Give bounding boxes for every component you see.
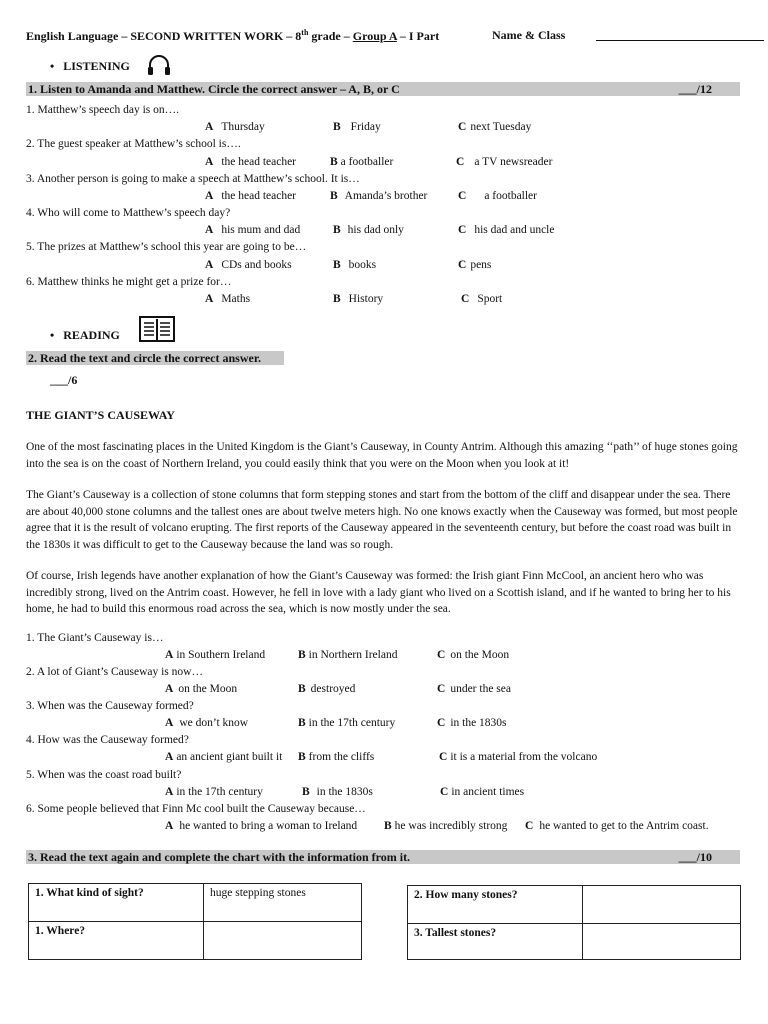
question-text: 1. Matthew’s speech day is on…. — [26, 104, 179, 116]
option-letter: B — [333, 293, 341, 305]
answer-option-c[interactable] — [440, 786, 524, 798]
option-letter: C — [525, 820, 534, 832]
answer-option-c[interactable] — [461, 293, 502, 305]
task-1-instruction: 1. Listen to Amanda and Matthew. Circle the correct answer – A, B, or C — [28, 82, 400, 96]
option-text: on the Moon — [450, 649, 510, 661]
option-text: History — [348, 293, 384, 305]
answer-option-b[interactable] — [333, 259, 376, 271]
answer-option-a[interactable] — [205, 224, 300, 236]
option-letter: B — [330, 190, 338, 202]
task-3-score: ___/10 — [678, 850, 712, 864]
answer-option-b[interactable] — [333, 293, 383, 305]
answer-option-c[interactable] — [439, 751, 597, 763]
option-letter: A — [165, 717, 174, 729]
option-text: in ancient times — [451, 786, 525, 798]
option-text: from the cliffs — [308, 751, 375, 763]
task-2-instruction: 2. Read the text and circle the correct answer. — [28, 351, 262, 365]
listening-heading: • LISTENING — [50, 59, 130, 73]
answer-option-a[interactable] — [205, 156, 296, 168]
answer-option-c[interactable] — [437, 717, 507, 729]
option-text: in the 1830s — [450, 717, 507, 729]
option-letter: A — [165, 649, 174, 661]
answer-option-b[interactable] — [384, 820, 507, 832]
option-letter: C — [461, 293, 470, 305]
option-text: it is a material from the volcano — [450, 751, 598, 763]
option-text: next Tuesday — [470, 121, 532, 133]
option-text: in Northern Ireland — [308, 649, 398, 661]
answer-option-a[interactable] — [205, 293, 250, 305]
task-2-band — [26, 351, 284, 365]
option-letter: A — [205, 121, 214, 133]
reading-paragraph-1: One of the most fascinating places in the United Kingdom is the Giant’s Causeway, in County Antrim. Although this amazing ‘‘path’’ of huge stones going into the sea is on the coast of Northern Ireland, you could easily think that you were on the Moon when you look at it! — [26, 441, 738, 470]
answer-option-b[interactable] — [298, 717, 395, 729]
option-text: pens — [470, 259, 492, 271]
answer-option-c[interactable] — [525, 820, 709, 832]
question-text: 6. Some people believed that Finn Mc cool built the Causeway because… — [26, 803, 366, 815]
chart-label-tallest: 3. Tallest stones? — [408, 924, 583, 960]
name-class-label: Name & Class — [492, 28, 566, 42]
answer-option-a[interactable] — [165, 786, 263, 798]
question-text: 5. The prizes at Matthew’s school this year are going to be… — [26, 241, 307, 253]
option-letter: B — [298, 649, 306, 661]
option-letter: B — [302, 786, 310, 798]
option-letter: C — [458, 121, 467, 133]
header-title: English Language – SECOND WRITTEN WORK – 8th grade – Group A – I Part — [26, 28, 440, 43]
answer-option-a[interactable] — [165, 717, 248, 729]
option-letter: A — [165, 820, 174, 832]
option-text: his dad and uncle — [474, 224, 555, 236]
question-text: 2. A lot of Giant’s Causeway is now… — [26, 666, 203, 678]
option-text: destroyed — [310, 683, 356, 695]
answer-option-a[interactable] — [165, 683, 237, 695]
answer-option-a[interactable] — [205, 121, 265, 133]
option-text: he wanted to get to the Antrim coast. — [539, 820, 709, 832]
option-letter: B — [384, 820, 392, 832]
option-letter: B — [333, 121, 341, 133]
option-text: in Southern Ireland — [176, 649, 266, 661]
question-text: 3. When was the Causeway formed? — [26, 700, 194, 712]
chart-answer-how-many[interactable] — [583, 886, 741, 924]
option-text: the head teacher — [221, 156, 297, 168]
option-text: Thursday — [221, 121, 265, 133]
answer-option-a[interactable] — [165, 649, 265, 661]
option-letter: B — [298, 717, 306, 729]
book-icon — [139, 316, 175, 344]
option-letter: A — [165, 751, 174, 763]
answer-option-c[interactable] — [458, 259, 491, 271]
option-letter: C — [458, 259, 467, 271]
task-3-instruction: 3. Read the text again and complete the chart with the information from it. — [28, 850, 411, 864]
task-1-band — [26, 82, 740, 96]
option-letter: A — [165, 683, 174, 695]
info-chart-left — [28, 883, 362, 960]
task-1-score: ___/12 — [678, 82, 712, 96]
option-letter: C — [456, 156, 465, 168]
question-text: 4. Who will come to Matthew’s speech day? — [26, 207, 231, 219]
option-letter: A — [205, 156, 214, 168]
option-letter: C — [458, 224, 467, 236]
reading-paragraph-2: The Giant’s Causeway is a collection of stone columns that form stepping stones and start from the bottom of the cliff and disappear under the sea. There are about 40,000 stone columns and the tallest ones are about twelve meters high. No one knows exactly when the Causeway was formed, but most people agree that it is the result of volcano erupting. The first reports of the Causeway appeared in the seventeenth century, but before the coast road was built in the 1830s it was difficult to get to the Causeway because the land was so rough. — [26, 489, 738, 551]
option-text: in the 17th century — [176, 786, 263, 798]
option-letter: B — [298, 751, 306, 763]
option-text: a TV newsreader — [474, 156, 553, 168]
answer-option-a[interactable] — [205, 190, 296, 202]
answer-option-b[interactable] — [298, 683, 355, 695]
option-text: in the 1830s — [316, 786, 373, 798]
option-text: a footballer — [484, 190, 537, 202]
option-letter: C — [437, 683, 446, 695]
answer-option-b[interactable] — [333, 224, 404, 236]
answer-option-a[interactable] — [205, 259, 292, 271]
chart-label-where: 1. Where? — [29, 922, 204, 960]
option-text: we don’t know — [179, 717, 249, 729]
reading-title: THE GIANT’S CAUSEWAY — [26, 408, 175, 422]
option-letter: B — [298, 683, 306, 695]
option-letter: B — [330, 156, 338, 168]
option-letter: A — [205, 293, 214, 305]
answer-option-c[interactable] — [437, 649, 509, 661]
option-text: Amanda’s brother — [344, 190, 428, 202]
question-text: 3. Another person is going to make a speech at Matthew’s school. It is… — [26, 173, 360, 185]
option-letter: C — [437, 717, 446, 729]
question-text: 2. The guest speaker at Matthew’s school is…. — [26, 138, 241, 150]
option-text: Sport — [477, 293, 503, 305]
task-2-score: ___/6 — [50, 373, 78, 387]
option-text: the head teacher — [221, 190, 297, 202]
answer-option-a[interactable] — [165, 820, 357, 832]
option-text: on the Moon — [178, 683, 238, 695]
answer-option-a[interactable] — [165, 751, 282, 763]
option-text: under the sea — [450, 683, 511, 695]
option-letter: B — [333, 259, 341, 271]
answer-option-c[interactable] — [456, 156, 552, 168]
option-text: he was incredibly strong — [394, 820, 508, 832]
answer-option-c[interactable] — [458, 190, 537, 202]
option-letter: A — [205, 224, 214, 236]
option-text: Maths — [221, 293, 251, 305]
reading-paragraph-3: Of course, Irish legends have another explanation of how the Giant’s Causeway was formed: the Irish giant Finn McCool, an ancient hero who was incredibly strong, lived on the Antrim coast. However, he fell in love with a lady giant who lived on a Scottish island, and if he wanted to bring her to his home, he had to build this enormous road across the sea, which is now mostly under the sea. — [26, 570, 731, 615]
option-text: Friday — [350, 121, 381, 133]
answer-option-c[interactable] — [437, 683, 511, 695]
chart-answer-tallest[interactable] — [583, 924, 741, 960]
reading-heading: • READING — [50, 328, 120, 342]
chart-answer-sight[interactable]: huge stepping stones — [204, 884, 362, 922]
answer-option-b[interactable] — [298, 751, 374, 763]
answer-option-b[interactable] — [302, 786, 373, 798]
chart-answer-where[interactable] — [204, 922, 362, 960]
option-text: an ancient giant built it — [176, 751, 283, 763]
chart-label-how-many: 2. How many stones? — [408, 886, 583, 924]
option-letter: A — [205, 190, 214, 202]
task-3-band — [26, 850, 740, 864]
option-text: a footballer — [340, 156, 394, 168]
headphones-icon — [146, 53, 172, 77]
option-letter: C — [437, 649, 446, 661]
option-text: in the 17th century — [308, 717, 396, 729]
option-text: his mum and dad — [221, 224, 301, 236]
worksheet-header — [26, 28, 738, 42]
option-letter: B — [333, 224, 341, 236]
name-class-field[interactable] — [596, 40, 764, 41]
option-letter: C — [440, 786, 449, 798]
answer-option-b[interactable] — [330, 190, 427, 202]
option-text: CDs and books — [221, 259, 292, 271]
option-letter: C — [458, 190, 467, 202]
chart-label-sight: 1. What kind of sight? — [29, 884, 204, 922]
answer-option-c[interactable] — [458, 224, 554, 236]
answer-option-b[interactable] — [330, 156, 393, 168]
option-text: books — [348, 259, 377, 271]
option-text: he wanted to bring a woman to Ireland — [179, 820, 358, 832]
answer-option-c[interactable] — [458, 121, 531, 133]
option-text: his dad only — [347, 224, 404, 236]
question-text: 6. Matthew thinks he might get a prize for… — [26, 276, 232, 288]
info-chart-right — [407, 885, 741, 960]
option-letter: C — [439, 751, 448, 763]
answer-option-b[interactable] — [333, 121, 381, 133]
question-text: 1. The Giant’s Causeway is… — [26, 632, 164, 644]
question-text: 4. How was the Causeway formed? — [26, 734, 189, 746]
option-letter: A — [205, 259, 214, 271]
option-letter: A — [165, 786, 174, 798]
question-text: 5. When was the coast road built? — [26, 769, 182, 781]
answer-option-b[interactable] — [298, 649, 397, 661]
